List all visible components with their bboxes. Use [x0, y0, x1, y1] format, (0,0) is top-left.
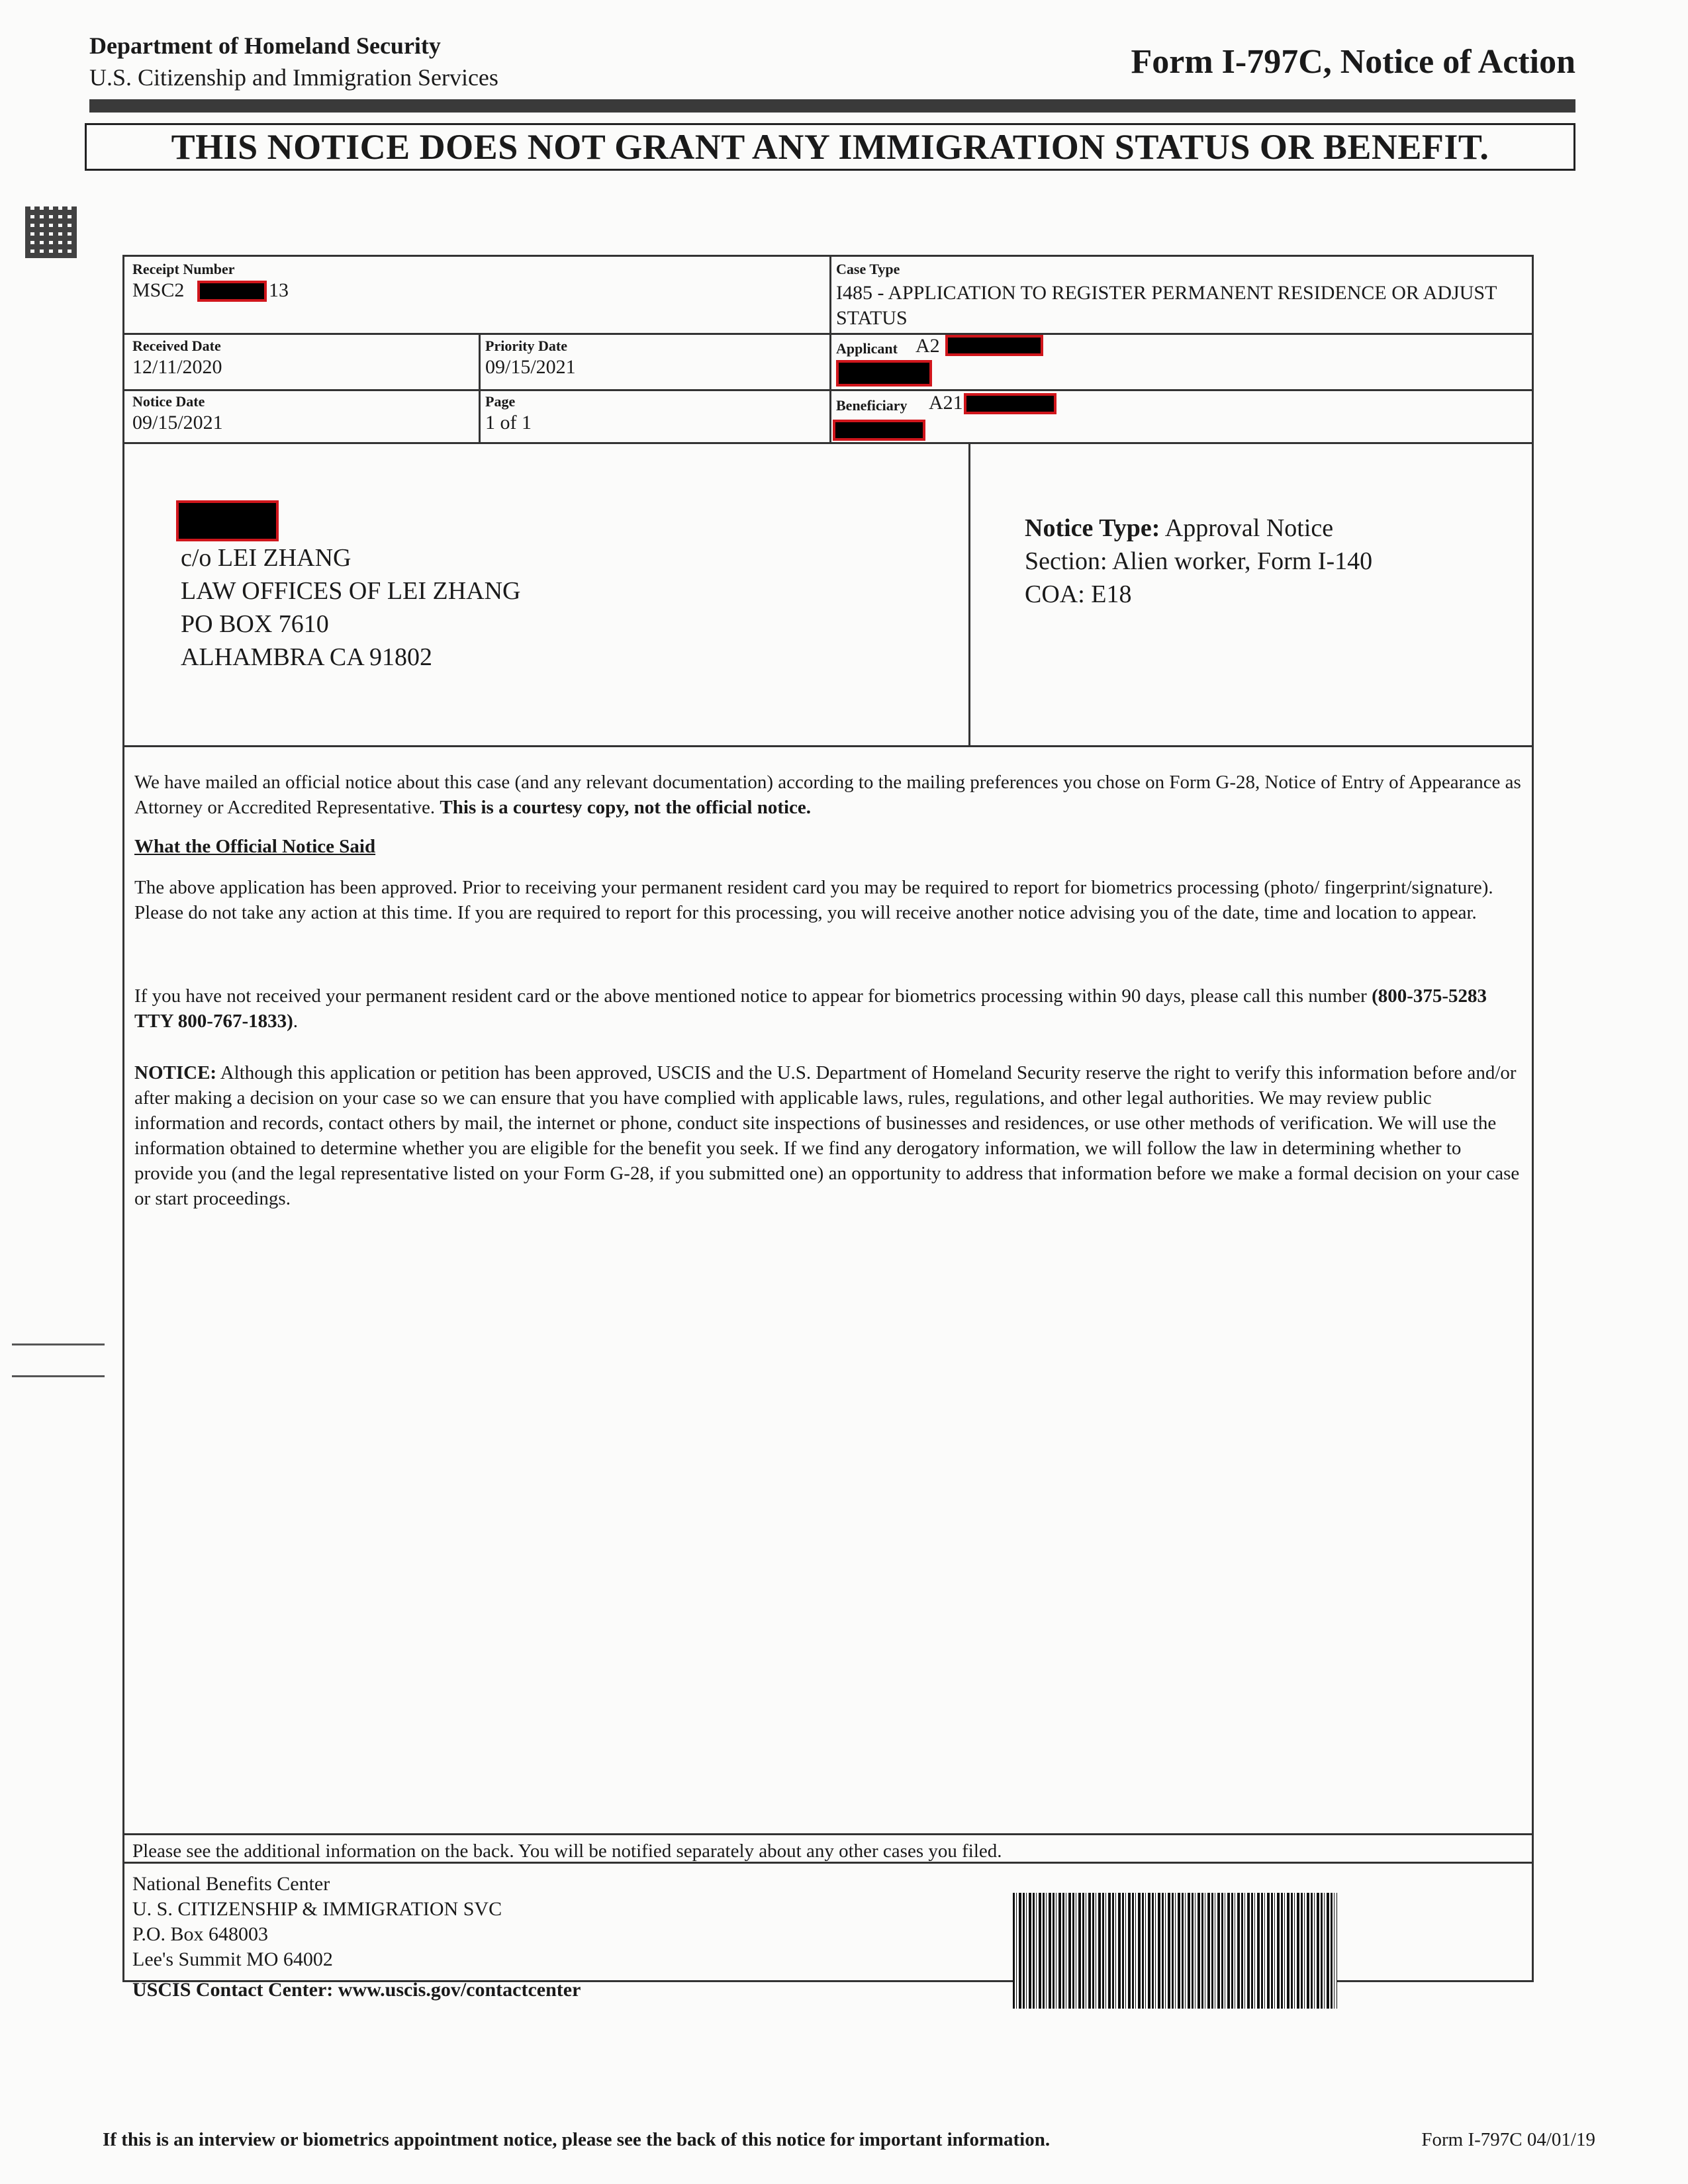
applicant-label: Applicant: [836, 340, 898, 357]
notice-type-block: [1025, 512, 1372, 611]
case-type-value: I485 - APPLICATION TO REGISTER PERMANENT RESIDENCE OR ADJUST STATUS: [836, 282, 1497, 329]
center-line: U. S. CITIZENSHIP & IMMIGRATION SVC: [132, 1898, 502, 1920]
section-heading: What the Official Notice Said: [134, 836, 376, 857]
bottom-note: If this is an interview or biometrics appointment notice, please see the back of this notice for important information.: [103, 2129, 1051, 2150]
form-title: Form I-797C, Notice of Action: [1131, 43, 1575, 81]
verification-text: Although this application or petition has been approved, USCIS and the U.S. Department of Homeland Security reserve the right to verify this information before and/or after making a decision on your case so we can ensure that you have complied with applicable laws, rules, regulations, and other legal authorities. We may review public information and records, contact others by mail, the internet or phone, conduct site inspections of businesses and residences, or use other methods of verification. We will use the information obtained to determine whether you are eligible for the benefit you seek. If we find any derogatory information, we will follow the law in determining whether to provide you (and the legal representative listed on your Form G-28, if you submitted one) an opportunity to address that information before we make a formal decision on your case or start proceedings.: [134, 1062, 1520, 1209]
notice-label: NOTICE:: [134, 1062, 217, 1083]
datamatrix-code: [25, 206, 77, 258]
address-line: ALHAMBRA CA 91802: [181, 643, 433, 671]
receipt-number-suffix: 13: [269, 279, 289, 301]
courtesy-copy-paragraph: [134, 770, 1524, 820]
redaction-box: [197, 281, 267, 302]
notice-type-value: Approval Notice: [1164, 514, 1334, 542]
contact-center: USCIS Contact Center: www.uscis.gov/contactcenter: [132, 1979, 581, 2001]
grid-line: [829, 257, 831, 442]
address-line: LAW OFFICES OF LEI ZHANG: [181, 577, 521, 605]
notice-coa: COA: E18: [1025, 580, 1132, 608]
grid-line: [124, 745, 1532, 747]
notice-section: Section: Alien worker, Form I-140: [1025, 547, 1373, 575]
biometrics-text: If you have not received your permanent resident card or the above mentioned notice to appear for biometrics processing within 90 days, please call this number: [134, 985, 1367, 1007]
mailing-address: [181, 541, 520, 674]
page-value: 1 of 1: [485, 412, 532, 433]
notice-date-label: Notice Date: [132, 393, 205, 410]
received-date-value: 12/11/2020: [132, 356, 222, 378]
approval-paragraph: The above application has been approved. Prior to receiving your permanent resident card you may be required to report for biometrics processing (photo/ fingerprint/signature). Please do not take any action at this time. If you are required to report for this processing, you will receive another notice advising you of the date, time and location to appear.: [134, 877, 1493, 923]
receipt-number-label: Receipt Number: [132, 261, 235, 277]
center-line: P.O. Box 648003: [132, 1923, 269, 1945]
priority-date-value: 09/15/2021: [485, 356, 576, 378]
header-rule: [89, 99, 1575, 113]
courtesy-bold: This is a courtesy copy, not the official notice.: [440, 797, 812, 818]
center-line: Lee's Summit MO 64002: [132, 1948, 333, 1970]
courtesy-text: We have mailed an official notice about this case (and any relevant documentation) according to the mailing preferences you chose on Form G-28, Notice of Entry of Appearance as Attorney or Accredited Representative.: [134, 772, 1521, 818]
received-date-label: Received Date: [132, 338, 221, 354]
biometrics-paragraph: [134, 983, 1524, 1034]
applicant-number-prefix: A2: [915, 335, 940, 357]
beneficiary-label: Beneficiary: [836, 397, 908, 414]
phone-number: (800-375-5283 TTY 800-767-1833): [134, 985, 1487, 1032]
form-edition: Form I-797C 04/01/19: [1421, 2129, 1595, 2150]
redaction-box: [836, 360, 932, 387]
margin-mark: [12, 1375, 105, 1377]
notice-type-label: Notice Type:: [1025, 514, 1160, 542]
beneficiary-number-prefix: A21: [929, 392, 963, 414]
grid-line: [124, 1833, 1532, 1835]
additional-info-note: Please see the additional information on the back. You will be notified separately about any other cases you filed.: [132, 1841, 1002, 1862]
margin-mark: [12, 1343, 105, 1345]
notice-date-value: 09/15/2021: [132, 412, 223, 433]
address-line: PO BOX 7610: [181, 610, 329, 638]
grid-line: [479, 333, 481, 442]
receipt-number-prefix: MSC2: [132, 279, 185, 301]
barcode: [1013, 1893, 1337, 2009]
service-center-address: [132, 1872, 581, 2003]
verification-paragraph: [134, 1060, 1524, 1211]
priority-date-label: Priority Date: [485, 338, 567, 354]
redaction-box: [176, 500, 279, 541]
status-banner: THIS NOTICE DOES NOT GRANT ANY IMMIGRATION STATUS OR BENEFIT.: [85, 123, 1575, 171]
grid-line: [124, 442, 1532, 444]
redaction-box: [964, 393, 1056, 414]
page-label: Page: [485, 393, 516, 410]
redaction-box: [945, 335, 1043, 356]
agency-name: Department of Homeland Security: [89, 32, 441, 59]
punctuation: .: [293, 1011, 299, 1032]
grid-line: [124, 333, 1532, 335]
grid-line: [124, 389, 1532, 391]
sub-agency-name: U.S. Citizenship and Immigration Services: [89, 64, 498, 91]
case-type-label: Case Type: [836, 261, 900, 277]
redaction-box: [833, 420, 925, 441]
center-line: National Benefits Center: [132, 1873, 330, 1895]
address-line: c/o LEI ZHANG: [181, 544, 352, 572]
grid-line: [968, 442, 970, 745]
